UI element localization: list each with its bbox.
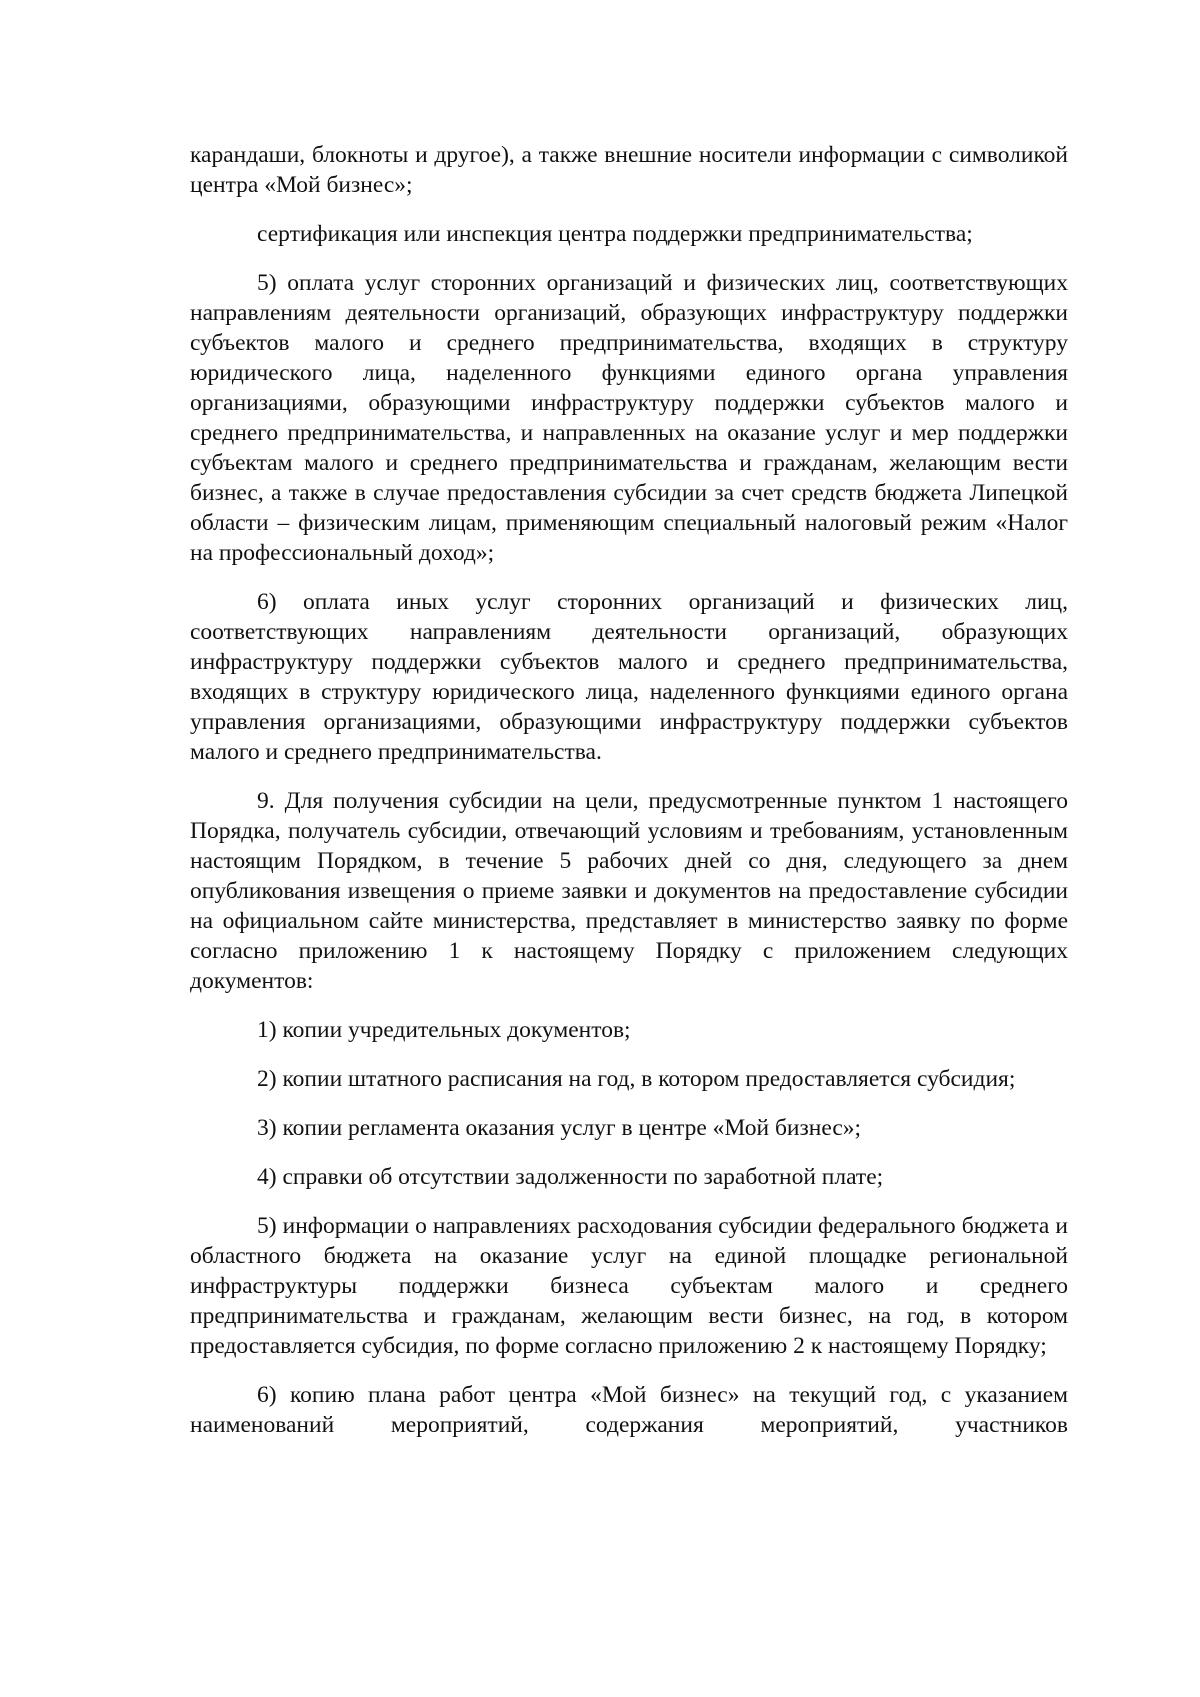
list-item-1-founding-documents: 1) копии учредительных документов; <box>257 1017 631 1043</box>
list-item-5-subsidy-spending-info: 5) информации о направлениях расходования субсидии федерального бюджета и областного бюджета на оказание услуг на единой площадке региональной инфраструктуры поддержки бизнеса субъектам малого и среднего предпринимательства и гражданам, желающим вести бизнес, на год, в котором предоставляется субсидия, по форме согласно приложению 2 к настоящему Порядку; <box>190 1213 1068 1359</box>
document-body <box>190 140 1068 1459</box>
list-item-2-staffing-schedule: 2) копии штатного расписания на год, в котором предоставляется субсидия; <box>257 1066 1016 1092</box>
paragraph-certification: сертификация или инспекция центра поддержки предпринимательства; <box>257 221 973 247</box>
paragraph-item-6-other-services: 6) оплата иных услуг сторонних организаций и физических лиц, соответствующих направлениям деятельности организаций, образующих инфраструктуру поддержки субъектов малого и среднего предпринимательства, входящих в структуру юридического лица, наделенного функциями единого органа управления организациями, образующими инфраструктуру поддержки субъектов малого и среднего предпринимательства. <box>190 589 1068 765</box>
list-item-4-salary-debt-certificate: 4) справки об отсутствии задолженности по заработной плате; <box>257 1164 884 1190</box>
paragraph-continuation: карандаши, блокноты и другое), а также внешние носители информации с символикой центра «Мой бизнес»; <box>190 142 1068 198</box>
paragraph-item-5-third-party-services: 5) оплата услуг сторонних организаций и физических лиц, соответствующих направлениям деятельности организаций, образующих инфраструктуру поддержки субъектов малого и среднего предпринимательства, входящих в структуру юридического лица, наделенного функциями единого органа управления организациями, образующими инфраструктуру поддержки субъектов малого и среднего предпринимательства, и направленных на оказание услуг и мер поддержки субъектам малого и среднего предпринимательства и гражданам, желающим вести бизнес, а также в случае предоставления субсидии за счет средств бюджета Липецкой области – физическим лицам, применяющим специальный налоговый режим «Налог на профессиональный доход»; <box>190 270 1068 566</box>
list-item-3-service-regulations: 3) копии регламента оказания услуг в центре «Мой бизнес»; <box>257 1115 862 1141</box>
list-item-6-work-plan: 6) копию плана работ центра «Мой бизнес» на текущий год, с указанием наименований мероприятий, содержания мероприятий, участников <box>190 1382 1068 1438</box>
paragraph-section-9: 9. Для получения субсидии на цели, предусмотренные пунктом 1 настоящего Порядка, получатель субсидии, отвечающий условиям и требованиям, установленным настоящим Порядком, в течение 5 рабочих дней со дня, следующего за днем опубликования извещения о приеме заявки и документов на предоставление субсидии на официальном сайте министерства, представляет в министерство заявку по форме согласно приложению 1 к настоящему Порядку с приложением следующих документов: <box>190 788 1068 994</box>
